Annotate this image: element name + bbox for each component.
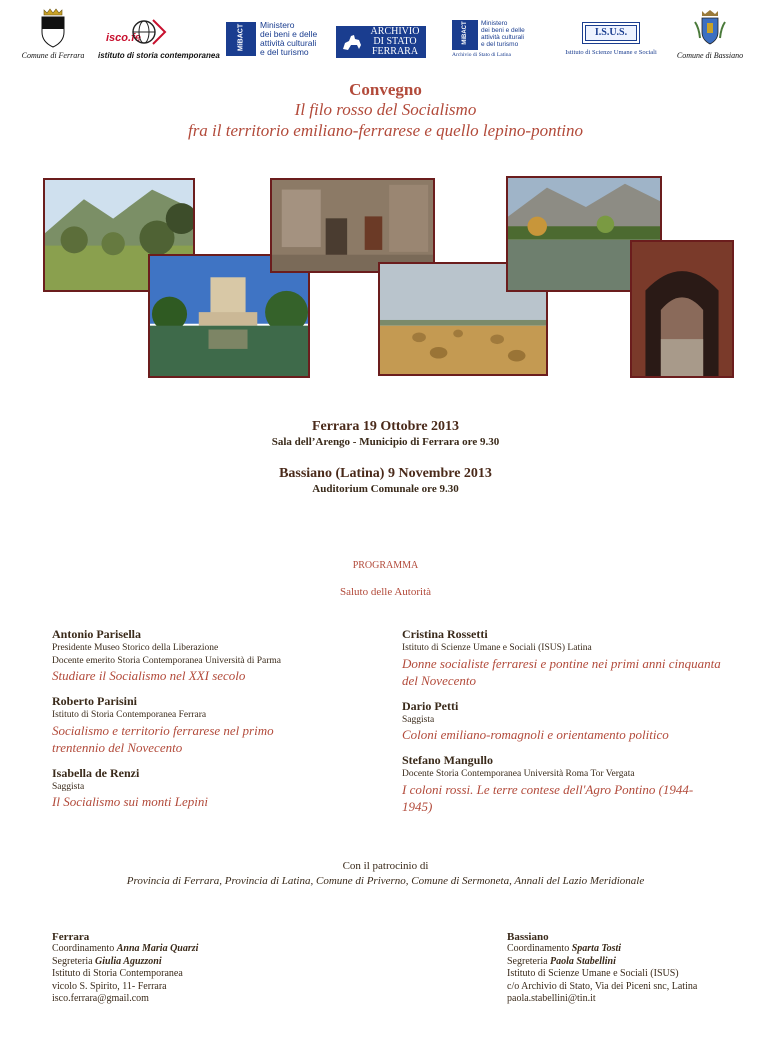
speaker <box>52 766 382 811</box>
archivio-line2: DI STATO <box>373 36 417 47</box>
isus-mark: I.S.U.S. <box>582 22 640 44</box>
speaker-role: Saggista <box>52 781 85 792</box>
speaker-name: Roberto Parisini <box>52 694 137 708</box>
speaker <box>52 627 382 684</box>
contact-city: Ferrara <box>52 931 90 943</box>
logo-comune-bassiano <box>672 8 748 63</box>
horse-rider-icon <box>339 29 365 55</box>
speaker <box>402 699 742 744</box>
logo-bar <box>0 0 771 70</box>
shield-crest-icon <box>38 8 68 48</box>
photo-arcade-street <box>630 240 734 378</box>
speaker-talk: Coloni emiliano-romagnoli e orientamento politico <box>402 727 669 742</box>
program-greeting: Saluto delle Autorità <box>339 586 432 598</box>
logo-caption: Comune di Ferrara <box>21 51 85 60</box>
speaker-role: Docente Storia Contemporanea Università Roma Tor Vergata <box>402 769 635 779</box>
speaker-role: Istituto di Scienze Umane e Sociali (ISUS) Latina <box>402 643 592 653</box>
contact-secretary: Segreteria Paola Stabellini <box>507 955 616 967</box>
speakers-right <box>402 627 742 825</box>
logo-mibact-latina <box>452 20 548 60</box>
event-bassiano-venue: Auditorium Comunale ore 9.30 <box>312 483 459 495</box>
globe-arrow-icon <box>128 16 168 48</box>
speaker-role: Docente emerito Storia Contemporanea Università di Parma <box>52 655 281 666</box>
archivio-line3: FERRARA <box>371 46 419 57</box>
event-bassiano-date: Bassiano (Latina) 9 Novembre 2013 <box>279 466 492 481</box>
speaker-talk: Studiare il Socialismo nel XXI secolo <box>52 668 246 683</box>
mibact-badge: MiBACT <box>452 20 478 50</box>
contact-email[interactable]: isco.ferrara@gmail.com <box>52 993 149 1005</box>
contact-bassiano <box>507 931 757 1005</box>
logo-isco <box>98 16 220 62</box>
logo-caption: Istituto di Scienze Umane e Sociali <box>565 49 657 56</box>
mibact-text: Ministero dei beni e delle attività culturali e del turismo <box>260 20 318 57</box>
logo-mibact <box>226 22 336 58</box>
speaker-role: Istituto di Storia Contemporanea Ferrara <box>52 710 207 720</box>
mibact-badge: MiBACT <box>226 22 256 56</box>
speaker-name: Cristina Rossetti <box>402 627 488 641</box>
program-heading: PROGRAMMA <box>352 560 419 571</box>
contact-secretary: Segreteria Giulia Aguzzoni <box>52 955 162 967</box>
event-ferrara-venue: Sala dell’Arengo - Municipio di Ferrara ore 9.30 <box>271 436 500 448</box>
speakers-left <box>52 627 382 820</box>
contact-email[interactable]: paola.stabellini@tin.it <box>507 993 596 1005</box>
logo-caption: istituto di storia contemporanea <box>98 51 220 60</box>
speaker-name: Antonio Parisella <box>52 627 141 641</box>
speaker <box>402 627 742 689</box>
patronage-list: Provincia di Ferrara, Provincia di Latina, Comune di Priverno, Comune di Sermoneta, Annali del Lazio Meridionale <box>126 875 645 887</box>
archivio-line1: ARCHIVIO <box>370 26 420 37</box>
isco-mark: isco.fe <box>106 32 141 44</box>
speaker-talk: Socialismo e territorio ferrarese nel primo trentennio del Novecento <box>52 722 274 755</box>
patronage-intro: Con il patrocinio di <box>342 860 429 872</box>
contact-coordination: Coordinamento Sparta Tosti <box>507 943 622 955</box>
contact-ferrara <box>52 931 352 1005</box>
speaker-talk: Donne socialiste ferraresi e pontine nei primi anni cinquanta del Novecento <box>402 655 721 688</box>
speaker-talk: I coloni rossi. Le terre contese dell'Agro Pontino (1944-1945) <box>402 781 694 814</box>
title-main: Il filo rosso del Socialismo <box>294 100 477 119</box>
event-ferrara-date: Ferrara 19 Ottobre 2013 <box>311 419 460 434</box>
mibact-text: Ministero dei beni e delle attività culturali e del turismo <box>481 20 525 48</box>
contact-coordination: Coordinamento Anna Maria Quarzi <box>52 943 199 955</box>
contact-address: vicolo S. Spirito, 11- Ferrara <box>52 980 167 992</box>
speaker-talk: Il Socialismo sui monti Lepini <box>52 794 208 809</box>
title-convegno: Convegno <box>349 80 422 99</box>
speaker-name: Isabella de Renzi <box>52 765 140 780</box>
contact-org: Istituto di Storia Contemporanea <box>52 968 183 980</box>
mibact-sub: Archivio di Stato di Latina <box>452 52 511 58</box>
contact-org: Istituto di Scienze Umane e Sociali (ISUS) <box>507 968 679 980</box>
logo-archivio-ferrara <box>336 26 426 58</box>
title-subtitle: fra il territorio emiliano-ferrarese e quello lepino-pontino <box>187 121 584 140</box>
speaker-role: Presidente Museo Storico della Liberazione <box>52 643 219 653</box>
photo-stone-village <box>270 178 435 273</box>
speaker-role: Saggista <box>402 714 435 725</box>
logo-comune-ferrara <box>18 8 88 63</box>
speaker <box>52 694 382 756</box>
speaker-name: Dario Petti <box>402 698 459 713</box>
crowned-shield-icon <box>692 8 728 48</box>
contact-address: c/o Archivio di Stato, Via dei Piceni snc, Latina <box>507 980 698 992</box>
logo-caption: Comune di Bassiano <box>676 51 744 60</box>
speaker <box>402 753 742 815</box>
contact-city: Bassiano <box>507 931 549 943</box>
speaker-name: Stefano Mangullo <box>402 753 494 767</box>
logo-isus <box>548 22 674 62</box>
